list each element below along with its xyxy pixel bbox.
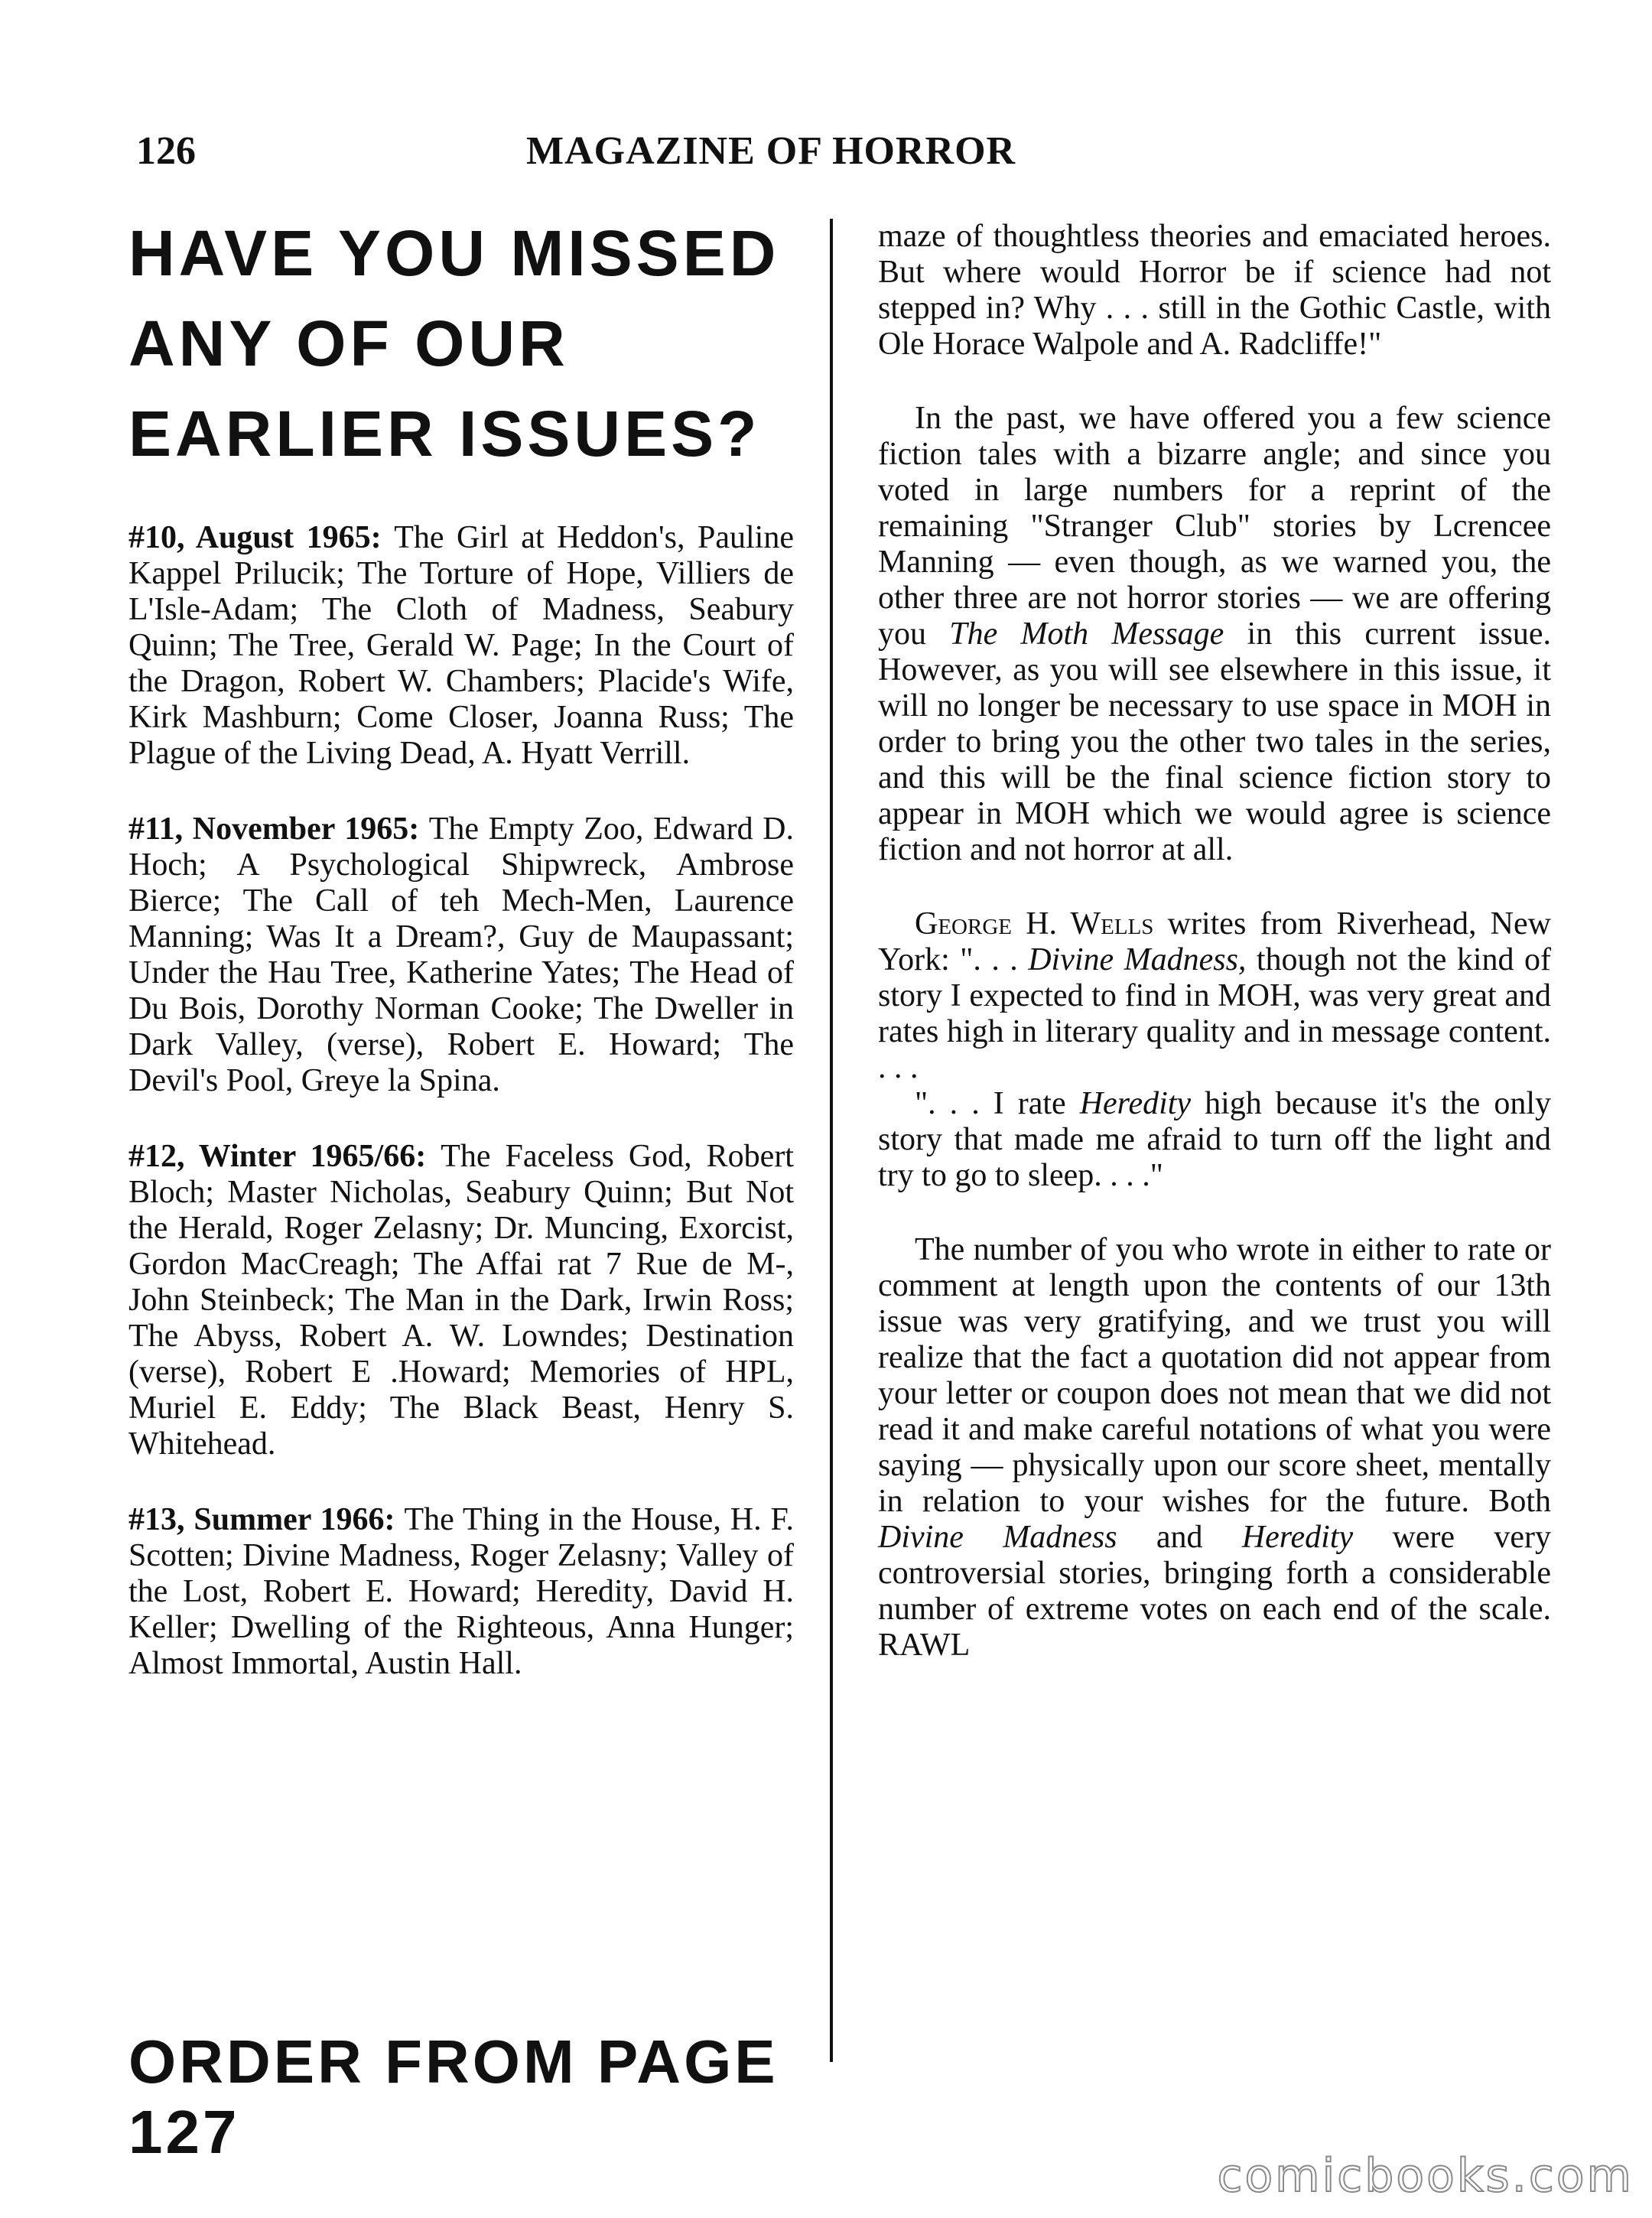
- letters-column: [878, 219, 1551, 1702]
- issue-10-contents: The Girl at Heddon's, Pauline Kappel Prilucik; The Torture of Hope, Villiers de L'Isle-Adam; The Cloth of Madness, Seabury Quinn; The Tree, Gerald W. Page; In the Court of the Dragon, Robert W. Chambers; Placide's Wife, Kirk Mashburn; Come Closer, Joanna Russ; The Plague of the Living Dead, A. Hyatt Verrill.: [128, 520, 794, 771]
- paragraph-reader-response: The number of you who wrote in either to rate or comment at length upon the contents of our 13th issue was very gratifying, and we trust you will realize that the fact a quotation did not appear from your letter or coupon does not mean that we did not read it and make careful notations of what you were saying — physically upon our score sheet, mentally in relation to your wishes for the future. Both Divine Madness and Heredity were very controversial stories, bringing forth a considerable number of extreme votes on each end of the scale. RAWL: [878, 1232, 1551, 1663]
- issue-11-contents: The Empty Zoo, Edward D. Hoch; A Psychological Shipwreck, Ambrose Bierce; The Call of teh Mech-Men, Laurence Manning; Was It a Dream?, Guy de Maupassant; Under the Hau Tree, Katherine Yates; The Head of Du Bois, Dorothy Norman Cooke; The Dweller in Dark Valley, (verse), Robert E. Howard; The Devil's Pool, Greye la Spina.: [128, 811, 794, 1098]
- paragraph-continued: maze of thoughtless theories and emaciated heroes. But where would Horror be if science had not stepped in? Why . . . still in the Gothic Castle, with Ole Horace Walpole and A. Radcliffe!": [878, 219, 1551, 362]
- issue-12-contents: The Faceless God, Robert Bloch; Master Nicholas, Seabury Quinn; But Not the Herald, Roger Zelasny; Dr. Muncing, Exorcist, Gordon MacCreagh; The Affai rat 7 Rue de M-, John Steinbeck; The Man in the Dark, Irwin Ross; The Abyss, Robert A. W. Lowndes; Destination (verse), Robert E .Howard; Memories of HPL, Muriel E. Eddy; The Black Beast, Henry S. Whitehead.: [128, 1139, 794, 1462]
- watermark: comicbooks.com: [1217, 2149, 1634, 2203]
- story-title: The Moth Message: [949, 616, 1224, 652]
- page-header: [136, 128, 1559, 190]
- page-number: 126: [136, 129, 196, 173]
- paragraph-science-fiction: In the past, we have offered you a few science fiction tales with a bizarre angle; and since you voted in large numbers for a reprint of the remaining "Stranger Club" stories by Lcrencee Manning — even though, as we warned you, the other three are not horror stories — we are offering you The Moth Message in this current issue. However, as you will see elsewhere in this issue, it will no longer be necessary to use space in MOH in order to bring you the other two tales in the series, and this will be the final science fiction story to appear in MOH which we would agree is science fiction and not horror at all.: [878, 401, 1551, 867]
- story-title: Heredity: [1079, 1086, 1192, 1121]
- running-title: MAGAZINE OF HORROR: [526, 129, 1016, 173]
- letter-wells-continued: ". . . I rate Heredity high because it's the only story that made me afraid to turn off the light and try to go to sleep. . . .": [878, 1086, 1551, 1193]
- story-title: Heredity: [1241, 1520, 1354, 1555]
- issue-13-listing: [128, 1502, 794, 1682]
- issue-12-listing: [128, 1139, 794, 1462]
- issue-10-listing: [128, 520, 794, 772]
- issue-13-contents: The Thing in the House, H. F. Scotten; Divine Madness, Roger Zelasny; Valley of the Lost, Robert E. Howard; Heredity, David H. Keller; Dwelling of the Righteous, Anna Hunger; Almost Immortal, Austin Hall.: [128, 1502, 794, 1681]
- story-title: Divine Madness,: [1028, 942, 1247, 977]
- ad-heading: HAVE YOU MISSED ANY OF OUR EARLIER ISSUES?: [128, 217, 780, 470]
- issue-11-listing: [128, 811, 794, 1099]
- back-issues-ad: [128, 199, 794, 2166]
- letter-writer-name: George H. Wells: [915, 906, 1154, 942]
- order-callout: ORDER FROM PAGE 127: [128, 2028, 779, 2166]
- issue-13-label: #13, Summer 1966:: [128, 1502, 405, 1537]
- letter-wells: George H. Wells writes from Riverhead, New York: ". . . Divine Madness, though not the kind of story I expected to find in MOH, was very great and rates high in literary quality and in message content. . . .: [878, 906, 1551, 1085]
- issue-10-label: #10, August 1965:: [128, 520, 395, 555]
- story-title: Divine Madness: [878, 1520, 1117, 1555]
- column-divider: [830, 219, 833, 2062]
- issue-11-label: #11, November 1965:: [128, 811, 429, 847]
- issue-12-label: #12, Winter 1965/66:: [128, 1139, 441, 1174]
